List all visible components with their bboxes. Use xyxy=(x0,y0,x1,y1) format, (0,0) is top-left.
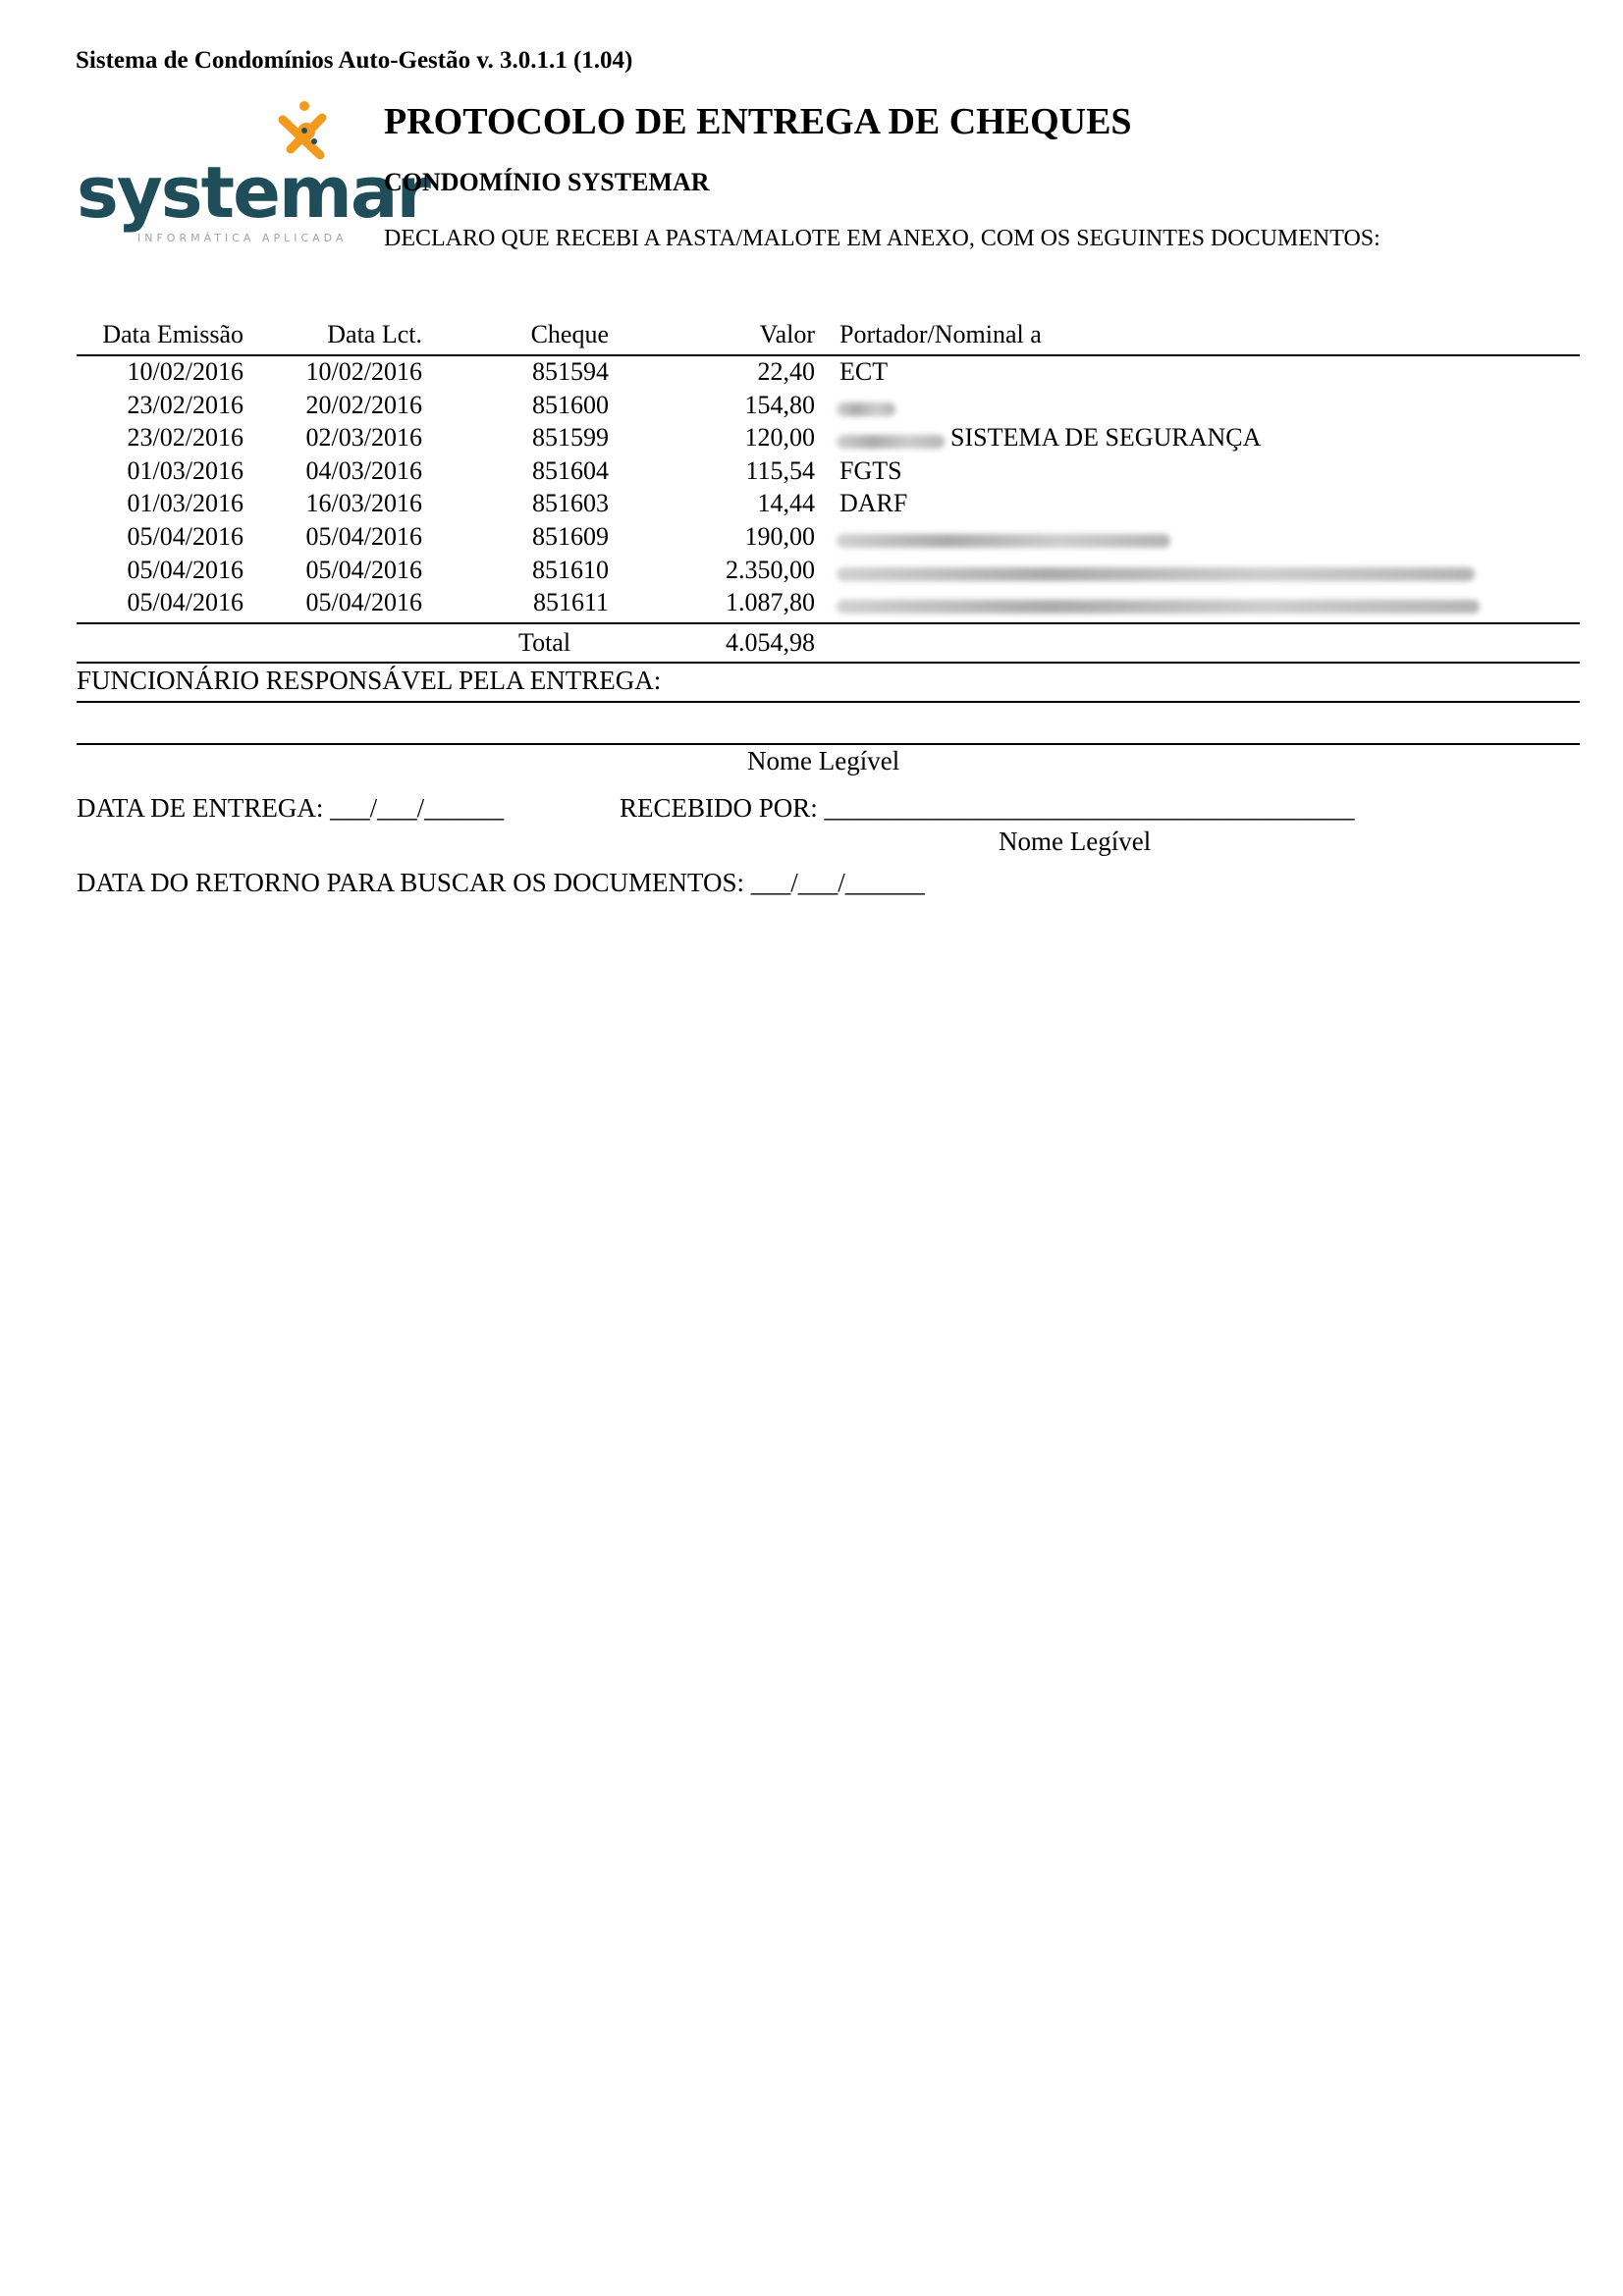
column-header-data-lct: Data Lct. xyxy=(327,320,422,348)
cell-valor: 120,00 xyxy=(744,423,815,453)
cell-emissao: 01/03/2016 xyxy=(127,489,243,518)
redacted-name xyxy=(837,534,1170,548)
cell-lct: 16/03/2016 xyxy=(305,489,422,518)
cell-cheque: 851600 xyxy=(532,390,609,419)
company-logo xyxy=(77,98,430,260)
cell-cheque: 851609 xyxy=(532,522,609,551)
cell-emissao: 05/04/2016 xyxy=(127,555,243,584)
cell-cheque: 851604 xyxy=(532,455,609,485)
document-title: PROTOCOLO DE ENTREGA DE CHEQUES xyxy=(384,101,1132,142)
redacted-name xyxy=(837,435,945,449)
cell-cheque: 851603 xyxy=(532,489,609,518)
cell-lct: 04/03/2016 xyxy=(305,455,422,485)
redacted-name xyxy=(837,600,1480,614)
cell-cheque: 851611 xyxy=(532,588,609,617)
received-by-field: RECEBIDO POR: ________________________________________ xyxy=(620,793,1355,823)
logo-tagline: INFORMÁTICA APLICADA xyxy=(137,232,348,244)
responsible-label: FUNCIONÁRIO RESPONSÁVEL PELA ENTREGA: xyxy=(77,666,662,695)
cell-portador: ECT xyxy=(839,357,889,386)
signature-line xyxy=(77,743,1580,745)
cell-emissao: 05/04/2016 xyxy=(127,522,243,551)
cell-valor: 2.350,00 xyxy=(726,555,815,584)
cell-portador: DARF xyxy=(839,489,908,518)
table-header-rule xyxy=(77,354,1580,356)
declaration-text: DECLARO QUE RECEBI A PASTA/MALOTE EM ANEXO, COM OS SEGUINTES DOCUMENTOS: xyxy=(384,226,1380,251)
cell-valor: 1.087,80 xyxy=(726,588,815,617)
cell-valor: 190,00 xyxy=(744,522,815,551)
condominium-name: CONDOMÍNIO SYSTEMAR xyxy=(384,168,710,196)
cell-lct: 05/04/2016 xyxy=(305,522,422,551)
responsible-rule xyxy=(77,701,1580,703)
cell-emissao: 05/04/2016 xyxy=(127,588,243,617)
system-title: Sistema de Condomínios Auto-Gestão v. 3.0.1.1 (1.04) xyxy=(76,47,633,74)
cell-valor: 14,44 xyxy=(757,489,815,518)
cell-lct: 10/02/2016 xyxy=(305,357,422,386)
delivery-date-field: DATA DE ENTREGA: ___/___/______ xyxy=(77,793,505,823)
cell-portador: SISTEMA DE SEGURANÇA xyxy=(950,423,1262,453)
cell-lct: 05/04/2016 xyxy=(305,588,422,617)
cell-lct: 02/03/2016 xyxy=(305,423,422,453)
legible-name-label: Nome Legível xyxy=(747,746,900,775)
redacted-name xyxy=(837,567,1475,581)
cell-emissao: 23/02/2016 xyxy=(127,423,243,453)
cell-portador: FGTS xyxy=(839,455,902,485)
column-header-portador: Portador/Nominal a xyxy=(839,320,1042,348)
cell-cheque: 851599 xyxy=(532,423,609,453)
redacted-name xyxy=(837,402,895,416)
total-label: Total xyxy=(518,628,571,657)
column-header-valor: Valor xyxy=(759,320,815,348)
cell-valor: 22,40 xyxy=(757,357,815,386)
return-date-field: DATA DO RETORNO PARA BUSCAR OS DOCUMENTOS: ___/___/______ xyxy=(77,868,925,897)
total-value: 4.054,98 xyxy=(726,628,815,657)
cell-emissao: 01/03/2016 xyxy=(127,455,243,485)
column-header-data-emissao: Data Emissão xyxy=(102,320,243,348)
cell-lct: 20/02/2016 xyxy=(305,390,422,419)
cell-lct: 05/04/2016 xyxy=(305,555,422,584)
column-header-cheque: Cheque xyxy=(530,320,609,348)
table-bottom-rule xyxy=(77,662,1580,664)
cell-valor: 154,80 xyxy=(744,390,815,419)
cell-emissao: 10/02/2016 xyxy=(127,357,243,386)
cell-emissao: 23/02/2016 xyxy=(127,390,243,419)
cell-cheque: 851594 xyxy=(532,357,609,386)
cell-valor: 115,54 xyxy=(745,455,815,485)
logo-wordmark: systemar xyxy=(77,151,430,234)
cell-cheque: 851610 xyxy=(532,555,609,584)
received-by-legible-name: Nome Legível xyxy=(999,827,1152,856)
table-total-rule xyxy=(77,622,1580,624)
